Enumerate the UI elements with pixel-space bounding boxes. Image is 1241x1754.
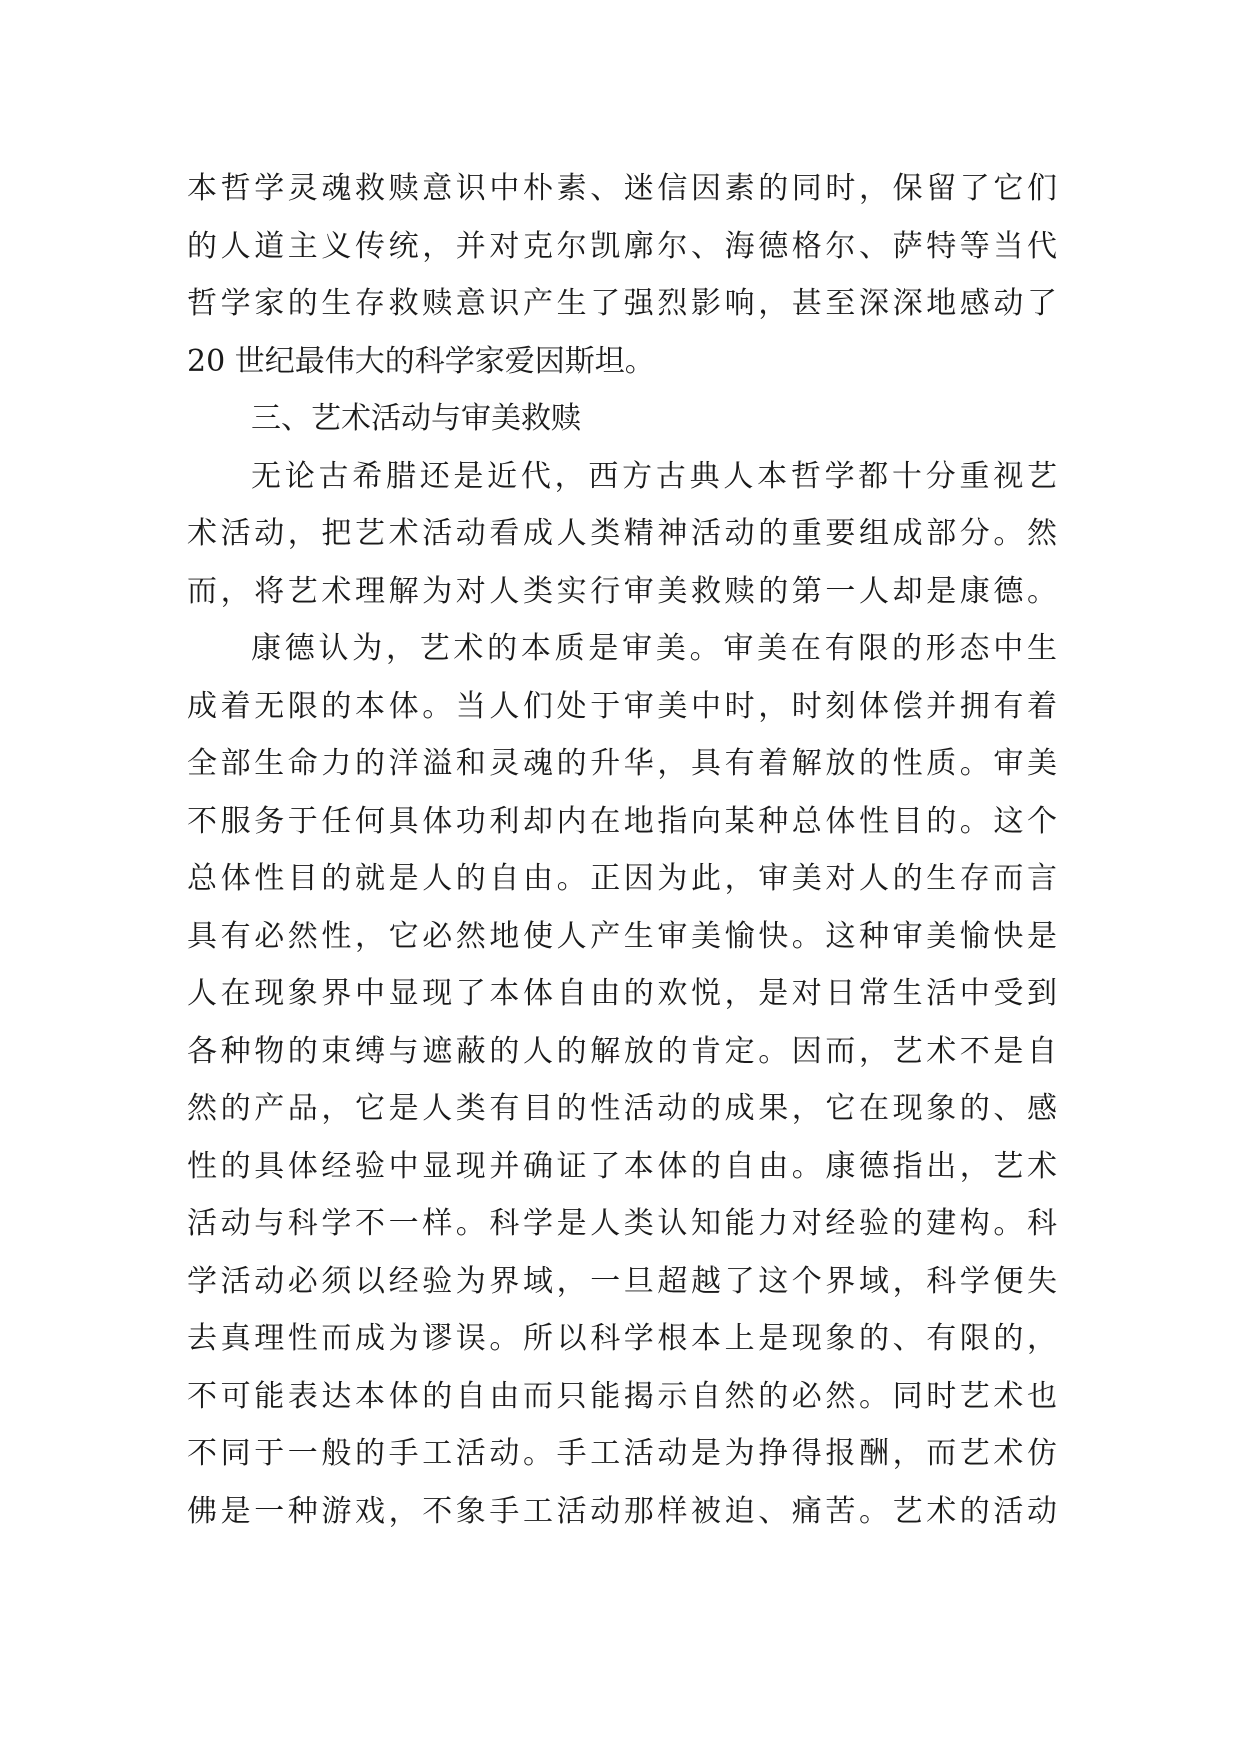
- text-line: 不服务于任何具体功利却内在地指向某种总体性目的。这个: [187, 803, 1057, 839]
- text-line: 哲学家的生存救赎意识产生了强烈影响，甚至深深地感动了: [187, 286, 1057, 321]
- text-line: 成着无限的本体。当人们处于审美中时，时刻体偿并拥有着: [187, 688, 1057, 724]
- text-line: 术活动，把艺术活动看成人类精神活动的重要组成部分。然: [187, 516, 1057, 551]
- text-line: 各种物的束缚与遮蔽的人的解放的肯定。因而，艺术不是自: [187, 1033, 1057, 1069]
- section-heading: 三、艺术活动与审美救赎: [251, 401, 581, 436]
- text-line: 20 世纪最伟大的科学家爱因斯坦。: [187, 343, 655, 379]
- text-line: 性的具体经验中显现并确证了本体的自由。康德指出，艺术: [187, 1148, 1057, 1184]
- text-line: 不同于一般的手工活动。手工活动是为挣得报酬，而艺术仿: [187, 1436, 1057, 1471]
- text-line: 然的产品，它是人类有目的性活动的成果，它在现象的、感: [187, 1091, 1057, 1126]
- document-page: [187, 160, 1057, 1540]
- text-line: 佛是一种游戏，不象手工活动那样被迫、痛苦。艺术的活动: [187, 1493, 1057, 1529]
- text-line: 康德认为，艺术的本质是审美。审美在有限的形态中生: [251, 631, 1057, 666]
- text-line: 人在现象界中显现了本体自由的欢悦，是对日常生活中受到: [187, 976, 1057, 1011]
- text-line: 去真理性而成为谬误。所以科学根本上是现象的、有限的，: [187, 1321, 1057, 1356]
- text-line: 总体性目的就是人的自由。正因为此，审美对人的生存而言: [187, 861, 1057, 896]
- text-line: 的人道主义传统，并对克尔凯廓尔、海德格尔、萨特等当代: [187, 228, 1057, 264]
- text-line: 而，将艺术理解为对人类实行审美救赎的第一人却是康德。: [187, 573, 1057, 609]
- text-line: 本哲学灵魂救赎意识中朴素、迷信因素的同时，保留了它们: [187, 171, 1057, 206]
- text-line: 无论古希腊还是近代，西方古典人本哲学都十分重视艺: [251, 458, 1057, 494]
- text-line: 学活动必须以经验为界域，一旦超越了这个界域，科学便失: [187, 1263, 1057, 1299]
- text-line: 不可能表达本体的自由而只能揭示自然的必然。同时艺术也: [187, 1378, 1057, 1414]
- text-line: 活动与科学不一样。科学是人类认知能力对经验的建构。科: [187, 1206, 1057, 1241]
- text-line: 全部生命力的洋溢和灵魂的升华，具有着解放的性质。审美: [187, 746, 1057, 781]
- text-line: 具有必然性，它必然地使人产生审美愉快。这种审美愉快是: [187, 918, 1057, 954]
